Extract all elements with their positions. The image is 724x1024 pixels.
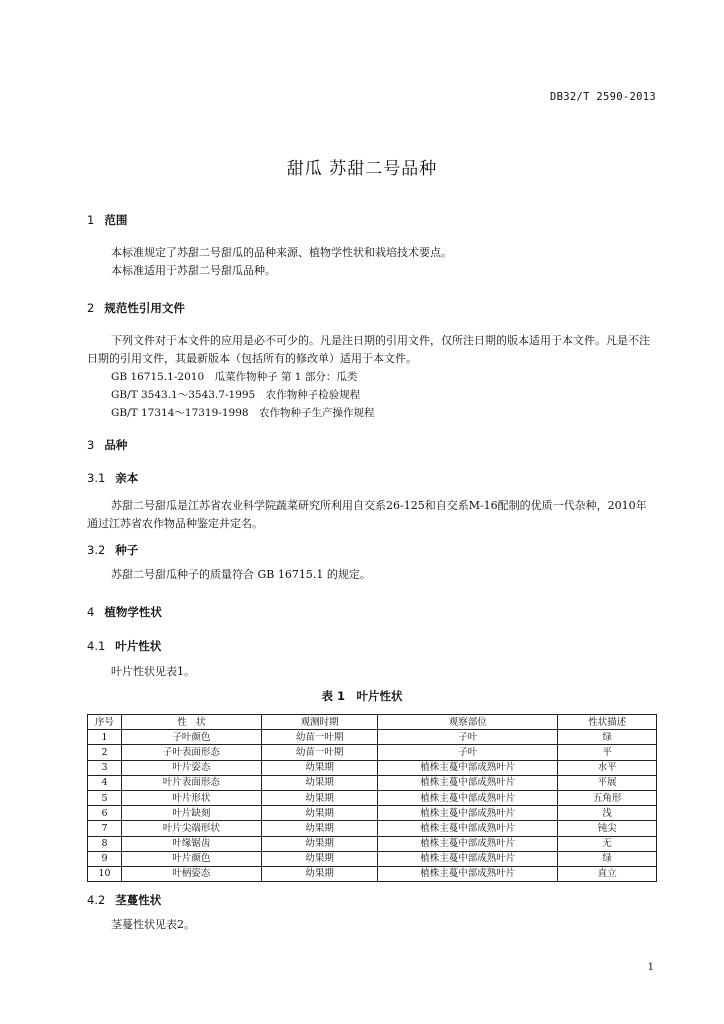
table-cell: 叶片颜色 (121, 851, 261, 866)
table-cell: 叶片姿态 (121, 760, 261, 775)
table-cell: 绿 (558, 730, 657, 745)
section-number: 3 (87, 438, 95, 452)
table-cell: 植株主蔓中部成熟叶片 (378, 806, 558, 821)
section-title: 亲本 (115, 471, 139, 485)
table-cell: 植株主蔓中部成熟叶片 (378, 866, 558, 881)
column-header: 性状描述 (558, 715, 657, 730)
section-4-1-heading (87, 638, 161, 654)
table-row (88, 821, 657, 836)
document-title: 甜瓜 苏甜二号品种 (286, 159, 438, 179)
paragraph: 苏甜二号甜瓜种子的质量符合 GB 16715.1 的规定。 (111, 568, 371, 581)
table-cell: 子叶 (378, 745, 558, 760)
table-cell: 幼果期 (261, 760, 378, 775)
table-row (88, 790, 657, 805)
standard-code: DB32/T 2590-2013 (550, 91, 656, 103)
leaf-traits-table (87, 714, 657, 882)
table-cell: 10 (88, 866, 122, 881)
section-number: 4.1 (87, 639, 106, 653)
section-3-1-heading (87, 470, 138, 486)
table-row (88, 730, 657, 745)
table-cell: 幼苗一叶期 (261, 745, 378, 760)
section-number: 4 (87, 605, 95, 619)
column-header: 观测时期 (261, 715, 378, 730)
table-cell: 子叶颜色 (121, 730, 261, 745)
section-title: 种子 (115, 543, 139, 557)
section-number: 3.2 (87, 543, 106, 557)
table-cell: 幼果期 (261, 821, 378, 836)
page-number: 1 (647, 962, 654, 973)
table-cell: 幼果期 (261, 866, 378, 881)
table-cell: 2 (88, 745, 122, 760)
table-cell: 幼果期 (261, 790, 378, 805)
table-cell: 1 (88, 730, 122, 745)
table-cell: 幼果期 (261, 806, 378, 821)
column-header: 观察部位 (378, 715, 558, 730)
section-4-2-heading (87, 892, 161, 908)
section-4-heading (87, 604, 162, 620)
table-cell: 子叶 (378, 730, 558, 745)
table-cell: 水平 (558, 760, 657, 775)
section-number: 4.2 (87, 893, 106, 907)
section-title: 规范性引用文件 (104, 301, 185, 315)
table-cell: 7 (88, 821, 122, 836)
table-cell: 幼果期 (261, 851, 378, 866)
section-number: 3.1 (87, 471, 106, 485)
reference-item: GB/T 17314～17319-1998 农作物种子生产操作规程 (111, 407, 375, 419)
table-cell: 4 (88, 775, 122, 790)
table-cell: 钝尖 (558, 821, 657, 836)
paragraph: 茎蔓性状见表2。 (111, 918, 195, 931)
table-cell: 绿 (558, 851, 657, 866)
table-cell: 平展 (558, 775, 657, 790)
table-cell: 植株主蔓中部成熟叶片 (378, 851, 558, 866)
paragraph: 苏甜二号甜瓜是江苏省农业科学院蔬菜研究所利用自交系26-125和自交系M-16配制的优质一代杂种，2010年通过江苏省农作物品种鉴定并定名。 (87, 499, 647, 530)
table-cell: 直立 (558, 866, 657, 881)
table-row (88, 836, 657, 851)
section-3-2-heading (87, 542, 138, 558)
reference-item: GB/T 3543.1～3543.7-1995 农作物种子检验规程 (111, 389, 361, 401)
table-cell: 8 (88, 836, 122, 851)
table-cell: 幼果期 (261, 775, 378, 790)
table-row (88, 866, 657, 881)
table-cell: 幼苗一叶期 (261, 730, 378, 745)
table-cell: 叶片表面形态 (121, 775, 261, 790)
table-header-row (88, 715, 657, 730)
table-cell: 无 (558, 836, 657, 851)
column-header: 性 状 (121, 715, 261, 730)
table-cell: 6 (88, 806, 122, 821)
paragraph: 叶片性状见表1。 (111, 665, 195, 678)
paragraph: 本标准适用于苏甜二号甜瓜品种。 (111, 264, 276, 277)
paragraph: 下列文件对于本文件的应用是必不可少的。凡是注日期的引用文件，仅所注日期的版本适用于本文件。凡是不注日期的引用文件，其最新版本（包括所有的修改单）适用于本文件。 (87, 334, 650, 365)
table-cell: 植株主蔓中部成熟叶片 (378, 775, 558, 790)
section-number: 1 (87, 213, 95, 227)
section-number: 2 (87, 301, 95, 315)
table-cell: 3 (88, 760, 122, 775)
section-title: 叶片性状 (115, 639, 162, 653)
table-cell: 植株主蔓中部成熟叶片 (378, 836, 558, 851)
table-cell: 浅 (558, 806, 657, 821)
section-title: 品种 (104, 438, 128, 452)
table-row (88, 806, 657, 821)
section-title: 茎蔓性状 (115, 893, 162, 907)
table-cell: 平 (558, 745, 657, 760)
table-row (88, 851, 657, 866)
table-cell: 叶片形状 (121, 790, 261, 805)
table-cell: 植株主蔓中部成熟叶片 (378, 790, 558, 805)
column-header: 序号 (88, 715, 122, 730)
table-cell: 叶柄姿态 (121, 866, 261, 881)
table-cell: 五角形 (558, 790, 657, 805)
table-cell: 5 (88, 790, 122, 805)
table-cell: 叶片尖端形状 (121, 821, 261, 836)
section-1-heading (87, 212, 127, 228)
table-row (88, 745, 657, 760)
section-3-heading (87, 437, 127, 453)
table-cell: 植株主蔓中部成熟叶片 (378, 760, 558, 775)
section-title: 范围 (104, 213, 128, 227)
table-row (88, 760, 657, 775)
paragraph: 本标准规定了苏甜二号甜瓜的品种来源、植物学性状和栽培技术要点。 (111, 246, 452, 259)
table-caption: 表 1 叶片性状 (321, 689, 403, 703)
section-2-heading (87, 300, 185, 316)
table-cell: 9 (88, 851, 122, 866)
table-cell: 子叶表面形态 (121, 745, 261, 760)
table-cell: 幼果期 (261, 836, 378, 851)
table-row (88, 775, 657, 790)
table-cell: 叶片缺刻 (121, 806, 261, 821)
reference-item: GB 16715.1-2010 瓜菜作物种子 第 1 部分：瓜类 (111, 371, 358, 383)
table-cell: 叶缘锯齿 (121, 836, 261, 851)
section-title: 植物学性状 (104, 605, 162, 619)
table-cell: 植株主蔓中部成熟叶片 (378, 821, 558, 836)
